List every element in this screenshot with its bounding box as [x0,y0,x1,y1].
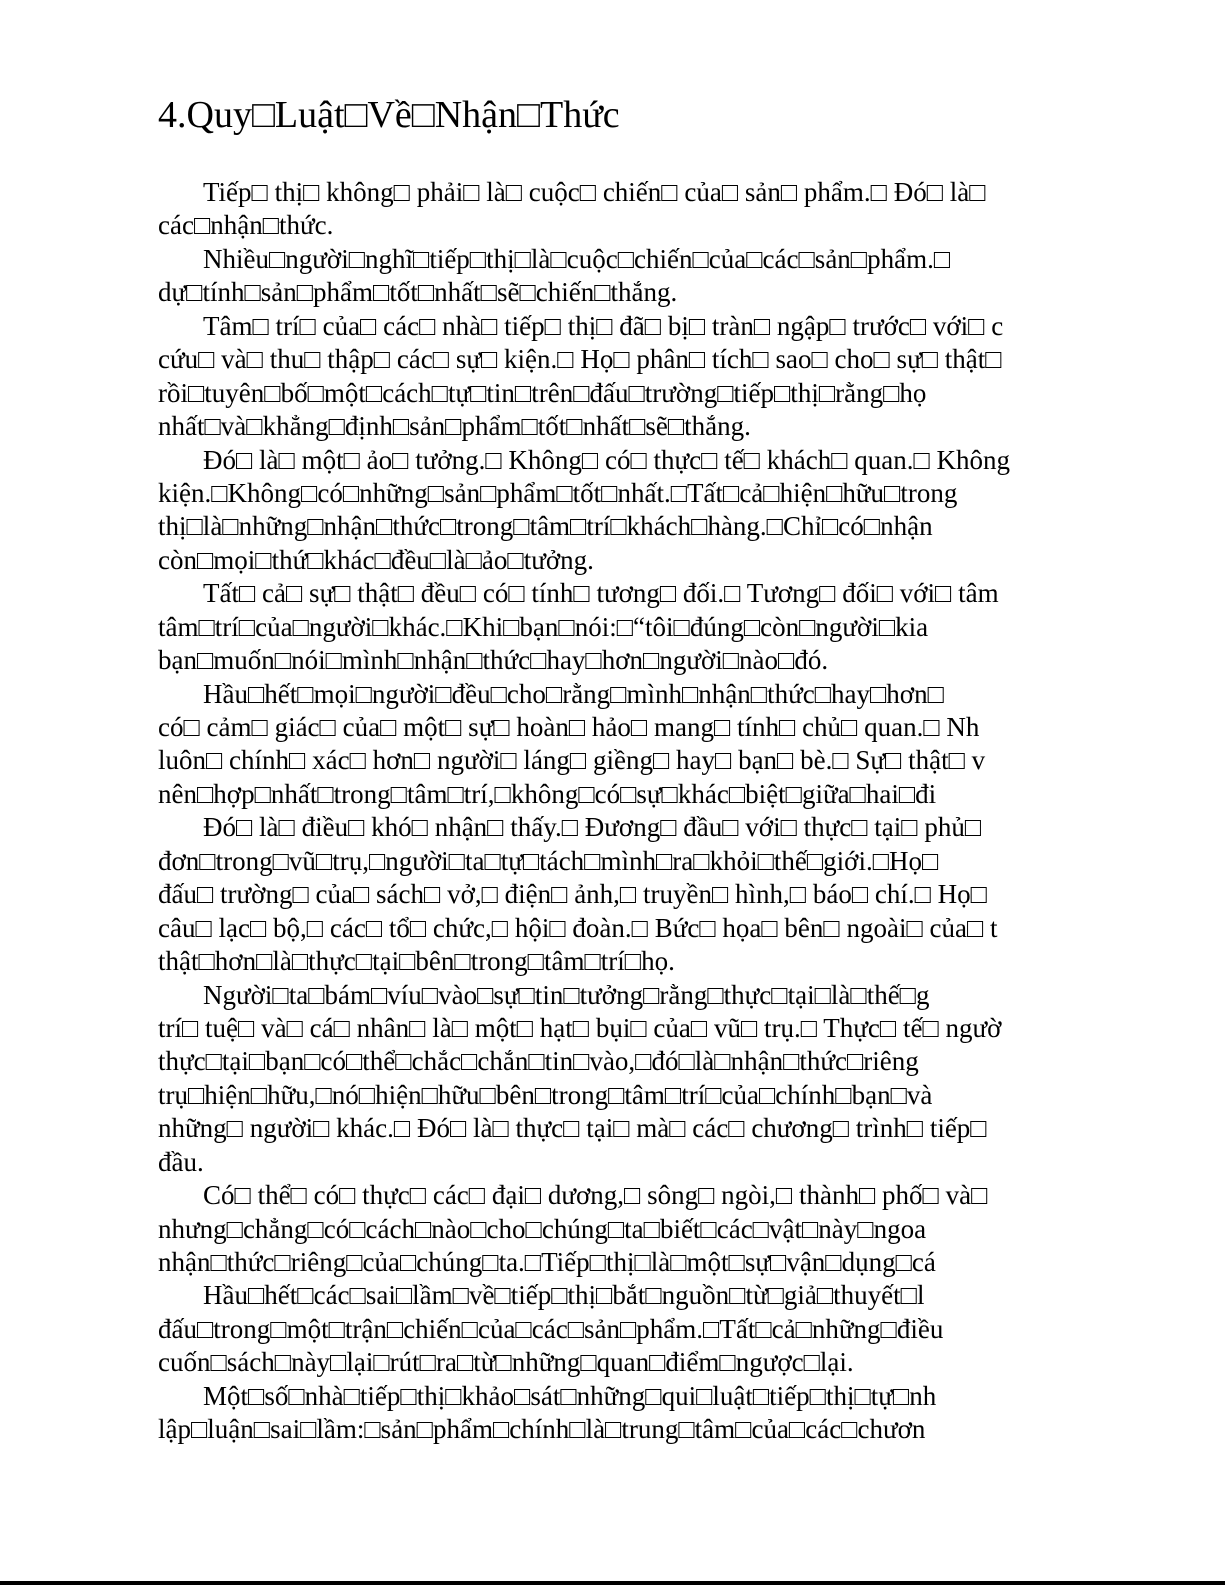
text-line: đấu□ trường□ của□ sách□ vở,□ điện□ ảnh,□ truyền□ hình,□ báo□ chí.□ Họ□ [158,879,987,910]
paragraph-first-line: Có□ thể□ có□ thực□ các□ đại□ dương,□ sông□ ngòi,□ thành□ phố□ và□ [203,1180,988,1211]
text-line: cuốn□sách□này□lại□rút□ra□từ□những□quan□điểm□ngược□lại. [158,1347,854,1378]
text-line: đấu□trong□một□trận□chiến□của□các□sản□phẩm.□Tất□cả□những□điều [158,1313,944,1344]
text-line: kiện.□Không□có□những□sản□phẩm□tốt□nhất.□Tất□cả□hiện□hữu□trong [158,477,958,508]
text-line: cứu□ và□ thu□ thập□ các□ sự□ kiện.□ Họ□ phân□ tích□ sao□ cho□ sự□ thật□ [158,344,1002,375]
text-line: nên□hợp□nhất□trong□tâm□trí,□không□có□sự□khác□biệt□giữa□hai□đi [158,778,937,809]
text-line: thực□tại□bạn□có□thể□chắc□chắn□tin□vào,□đó□là□nhận□thức□riêng [158,1046,919,1077]
page-title: 4.Quy□Luật□Về□Nhận□Thức [158,94,620,136]
page-bottom-border [0,1581,1225,1585]
paragraph-first-line: Đó□ là□ một□ ảo□ tưởng.□ Không□ có□ thực□ tế□ khách□ quan.□ Không [203,444,1011,475]
paragraph-first-line: Tất□ cả□ sự□ thật□ đều□ có□ tính□ tương□ đối.□ Tương□ đối□ với□ tâm [203,578,999,609]
text-line: dự□tính□sản□phẩm□tốt□nhất□sẽ□chiến□thắng. [158,277,678,308]
text-line: nhưng□chẳng□có□cách□nào□cho□chúng□ta□biết□các□vật□này□ngoa [158,1213,927,1244]
text-line: lập□luận□sai□lầm:□sản□phẩm□chính□là□trung□tâm□của□các□chươn [158,1414,926,1445]
text-line: đơn□trong□vũ□trụ,□người□ta□tự□tách□mình□ra□khỏi□thế□giới.□Họ□ [158,845,939,876]
text-line: thật□hơn□là□thực□tại□bên□trong□tâm□trí□họ. [158,946,675,977]
paragraph-first-line: Tâm□ trí□ của□ các□ nhà□ tiếp□ thị□ đã□ bị□ tràn□ ngập□ trước□ với□ c [203,310,1004,341]
text-line: nhất□và□khẳng□định□sản□phẩm□tốt□nhất□sẽ□thắng. [158,411,751,442]
text-line: các□nhận□thức. [158,210,334,241]
text-line: bạn□muốn□nói□mình□nhận□thức□hay□hơn□người□nào□đó. [158,645,829,676]
text-line: trí□ tuệ□ và□ cá□ nhân□ là□ một□ hạt□ bụi□ của□ vũ□ trụ.□ Thực□ tế□ ngườ [158,1012,1002,1043]
paragraph-first-line: Hầu□hết□các□sai□lầm□về□tiếp□thị□bắt□nguồn□từ□giả□thuyết□l [203,1280,925,1311]
paragraph-first-line: Nhiều□người□nghĩ□tiếp□thị□là□cuộc□chiến□của□các□sản□phẩm.□ [203,243,951,274]
text-line: thị□là□những□nhận□thức□trong□tâm□trí□khách□hàng.□Chỉ□có□nhận [158,511,933,542]
text-line: trụ□hiện□hữu,□nó□hiện□hữu□bên□trong□tâm□trí□của□chính□bạn□và [158,1079,933,1110]
text-line: luôn□ chính□ xác□ hơn□ người□ láng□ giềng□ hay□ bạn□ bè.□ Sự□ thật□ v [158,745,986,776]
text-line: những□ người□ khác.□ Đó□ là□ thực□ tại□ mà□ các□ chương□ trình□ tiếp□ [158,1113,987,1144]
paragraph-first-line: Đó□ là□ điều□ khó□ nhận□ thấy.□ Đương□ đầu□ với□ thực□ tại□ phủ□ [203,812,982,843]
paragraph-first-line: Một□số□nhà□tiếp□thị□khảo□sát□những□qui□luật□tiếp□thị□tự□nh [203,1380,937,1411]
text-line: có□ cảm□ giác□ của□ một□ sự□ hoàn□ hảo□ mang□ tính□ chủ□ quan.□ Nh [158,712,980,742]
text-line: đầu. [158,1146,204,1177]
paragraph-first-line: Tiếp□ thị□ không□ phải□ là□ cuộc□ chiến□ của□ sản□ phẩm.□ Đó□ là□ [203,177,986,207]
text-line: nhận□thức□riêng□của□chúng□ta.□Tiếp□thị□là□một□sự□vận□dụng□cá [158,1247,936,1277]
text-line: còn□mọi□thứ□khác□đều□là□ảo□tưởng. [158,544,594,575]
text-line: tâm□trí□của□người□khác.□Khi□bạn□nói:□“tôi□đúng□còn□người□kia [158,611,929,642]
text-line: rồi□tuyên□bố□một□cách□tự□tin□trên□đấu□trường□tiếp□thị□rằng□họ [158,377,927,408]
paragraph-first-line: Hầu□hết□mọi□người□đều□cho□rằng□mình□nhận□thức□hay□hơn□ [203,678,944,709]
paragraph-first-line: Người□ta□bám□víu□vào□sự□tin□tưởng□rằng□thực□tại□là□thế□g [203,979,930,1010]
text-line: câu□ lạc□ bộ,□ các□ tổ□ chức,□ hội□ đoàn.□ Bức□ họa□ bên□ ngoài□ của□ t [158,912,998,943]
body-text [158,176,1081,1466]
